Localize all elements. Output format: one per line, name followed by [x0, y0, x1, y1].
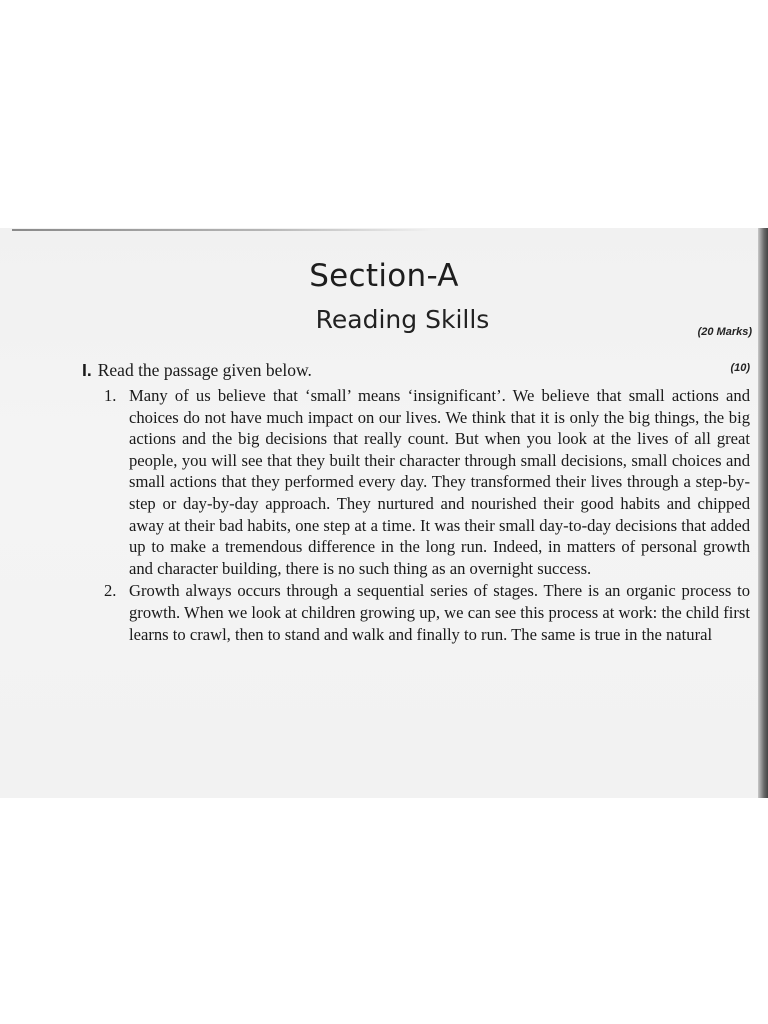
passage — [104, 385, 750, 646]
section-subtitle: Reading Skills — [315, 305, 490, 334]
question-heading — [82, 360, 742, 381]
passage-paragraph — [104, 385, 750, 579]
section-marks: (20 Marks) — [697, 326, 752, 338]
paragraph-number: 2. — [104, 581, 117, 601]
question-marks: (10) — [730, 362, 750, 374]
section-title: Section-A — [309, 258, 459, 294]
paragraph-text: Many of us believe that ‘small’ means ‘insignificant’. We believe that small actions and choices do not have much impact on our lives. We think that it is only the big things, the big actions and the big decisions that really count. But when you look at the lives of all great people, you will see that they built their character through small decisions, small choices and small actions that they performed every day. They transformed their lives through a step-by-step or day-by-day approach. They nurtured and nourished their good habits and chipped away at their bad habits, one step at a time. It was their small day-to-day decisions that added up to make a tremendous difference in the long run. Indeed, in matters of personal growth and character building, there is no such thing as an overnight success. — [129, 386, 750, 578]
paragraph-text: Growth always occurs through a sequential series of stages. There is an organic process to growth. When we look at children growing up, we can see this process at work: the child first learns to crawl, then to stand and walk and finally to run. The same is true in the natural — [129, 581, 750, 644]
page-top-edge — [12, 229, 432, 231]
passage-paragraph — [104, 580, 750, 645]
paragraph-number: 1. — [104, 386, 117, 405]
question-number: I. — [82, 360, 92, 380]
question-prompt: Read the passage given below. — [97, 360, 312, 380]
